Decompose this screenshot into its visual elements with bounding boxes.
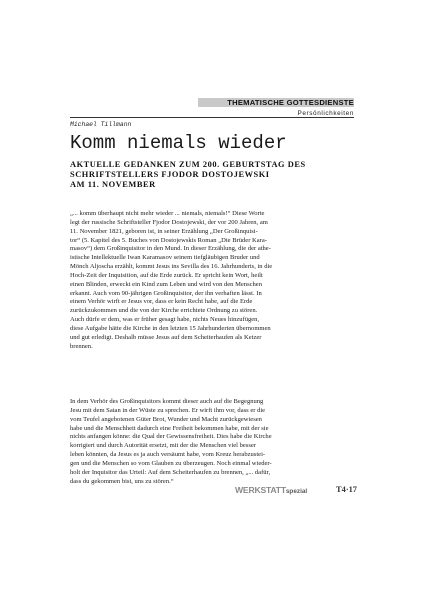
text-line: brennen. xyxy=(70,342,93,350)
section-title: THEMATISCHE GOTTESDIENSTE xyxy=(227,98,354,107)
body-paragraph-2 xyxy=(70,398,354,486)
subtitle-line: AKTUELLE GEDANKEN ZUM 200. GEBURTSTAG DES xyxy=(70,160,306,169)
header-rule xyxy=(70,117,354,118)
text-line: und gut erledigt. Deshalb müsse Jesus auf dem Scheiterhaufen als Ketzer xyxy=(70,333,262,341)
text-line: Hoch-Zeit der Inquisition, auf die Erde zurück. Er spricht kein Wort, heilt xyxy=(70,271,263,279)
text-line: einen Blinden, erweckt ein Kind zum Leben und wird von den Menschen xyxy=(70,280,262,288)
text-line: In dem Verhör des Großinquisitors kommt dieser auch auf die Begegnung xyxy=(70,398,264,405)
text-line: tor“ (5. Kapitel des 5. Buches von Dostojewskis Roman „Die Brüder Kara- xyxy=(70,236,267,244)
article-subtitle xyxy=(70,160,360,191)
author-name: Michael Tillmann xyxy=(70,121,132,128)
text-line: leben könnten, da Jesus es ja auch versäumt habe, vom Kreuz herabzustei- xyxy=(70,451,266,459)
article-title: Komm niemals wieder xyxy=(70,132,287,154)
text-line: masov“) dem Großinquisitor in den Mund. In dieser Erzählung, die der athe- xyxy=(70,245,271,253)
text-line: nichts anfangen könne: die Qual der Gewissensfreiheit. Dies habe die Kirche xyxy=(70,433,272,441)
subtitle-line: AM 11. NOVEMBER xyxy=(70,180,156,190)
text-line: legt der russische Schriftsteller Fjodor Dostojewski, der vor 200 Jahren, am xyxy=(70,218,268,226)
page-number: T4·17 xyxy=(336,485,357,494)
logo-main-text: WERKSTATT xyxy=(235,485,286,495)
text-line: habe und die Menschheit dadurch eine Freiheit bekommen habe, mit der sie xyxy=(70,424,269,432)
text-line: istische Intellektuelle Iwan Karamasov seinem tiefgläubigen Bruder und xyxy=(70,254,260,262)
page-footer xyxy=(235,485,357,497)
text-line: „... komm überhaupt nicht mehr wieder ... niemals, niemals!“ Diese Worte xyxy=(70,210,265,217)
text-line: korrigiert und durch Autorität ersetzt, mit der die Menschen viel besser xyxy=(70,442,256,450)
text-line: holt der Inquisitor das Urteil: Auf dem Scheiterhaufen zu brennen, „... dafür, xyxy=(70,468,271,476)
body-paragraph-1 xyxy=(70,210,354,352)
text-line: einem Verhör wirft er Jesus vor, dass er kein Recht habe, auf die Erde xyxy=(70,298,253,306)
subtitle-line: SCHRIFTSTELLERS FJODOR DOSTOJEWSKI xyxy=(70,170,270,180)
text-line: erkannt. Auch vom 90-jährigen Großinquisitor, der ihn verhaften lässt. In xyxy=(70,289,262,297)
werkstatt-logo xyxy=(235,485,307,495)
text-line: Mönch Aljoscha erzählt, kommt Jesus ins Sevilla des 16. Jahrhunderts, in die xyxy=(70,263,273,271)
logo-sub-text: spezial xyxy=(285,488,308,495)
text-line: vom Teufel angebotenen Güter Brot, Wunder und Macht zurückgewiesen xyxy=(70,415,262,423)
text-line: Auch dürfe er dem, was er früher gesagt habe, nichts Neues hinzufügen, xyxy=(70,316,260,324)
text-line: dass du gekommen bist, uns zu stören.“ xyxy=(70,477,174,485)
section-subtitle: Persönlichkeiten xyxy=(297,110,354,117)
text-line: zurückzukommen und die von der Kirche errichtete Ordnung zu stören. xyxy=(70,307,258,315)
text-line: Jesu mit dem Satan in der Wüste zu sprechen. Er wirft ihm vor, dass er die xyxy=(70,406,266,414)
text-line: gen und die Menschen so vom Glauben zu überzeugen. Noch einmal wieder- xyxy=(70,459,272,467)
text-line: 11. November 1821, geboren ist, in seiner Erzählung „Der Großinquisi- xyxy=(70,227,258,235)
text-line: diese Aufgabe hätte die Kirche in den letzten 15 Jahrhunderten übernommen xyxy=(70,324,271,332)
